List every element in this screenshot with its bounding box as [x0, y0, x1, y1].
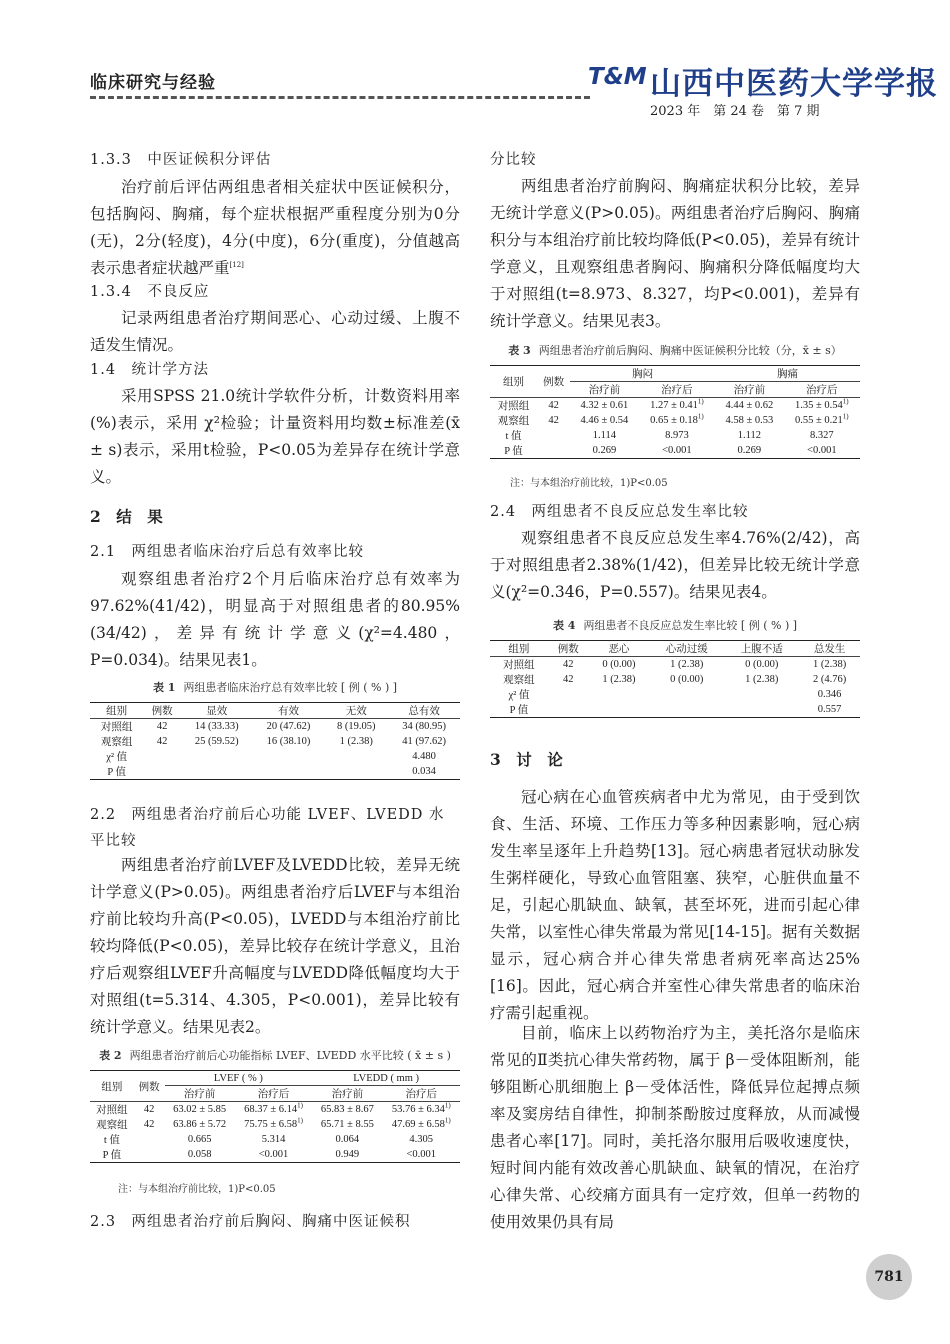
section-2-1-paragraph: 观察组患者治疗2个月后临床治疗总有效率为97.62%(41/42)，明显高于对照组患者的80.95%(34/42)，差异有统计学意义(χ²=4.480，P=0.034)。结果见表1。	[90, 570, 460, 669]
table-row	[490, 428, 860, 443]
table-cell: 8.327	[810, 430, 834, 441]
table-3-caption: 表 3 两组患者治疗前后胸闷、胸痛中医证候积分比较（分，x̄ ± s）	[508, 344, 842, 357]
table-cell: 观察组	[100, 737, 133, 748]
table-2-note: 注：与本组治疗前比较，1)P<0.05	[118, 1184, 276, 1195]
table-cell: 5.314	[261, 1134, 286, 1145]
section-2-3-title-cont: 分比较	[490, 152, 537, 168]
table-cell: 34 (80.95)	[402, 721, 446, 732]
table-cell: P 值	[107, 767, 126, 778]
table-3-header: 组别	[490, 366, 537, 398]
table-cell: <0.001	[406, 1149, 437, 1160]
table-2-header: 例数	[134, 1071, 165, 1102]
table-3-subheader: 治疗前	[715, 382, 784, 398]
table-2-subheader: 治疗后	[235, 1086, 312, 1102]
section-2-3-title: 2.3 两组患者治疗前后胸闷、胸痛中医证候积	[90, 1214, 411, 1230]
table-cell: 4.32 ± 0.61	[580, 400, 629, 411]
header-divider	[90, 96, 590, 99]
table-cell: 0 (0.00)	[745, 659, 779, 670]
table-2-caption: 表 2 两组患者治疗前后心功能指标 LVEF、LVEDD 水平比较 ( x̄ ± s )	[99, 1049, 451, 1062]
table-cell: 1 (2.38)	[745, 674, 779, 685]
table-cell: 1.114	[592, 430, 617, 441]
page-number: 781	[866, 1254, 912, 1300]
table-4-header: 组别	[490, 641, 548, 657]
table-cell: P 值	[509, 705, 529, 716]
table-2	[90, 1070, 460, 1163]
table-2-subheader: 治疗后	[382, 1086, 460, 1102]
table-cell: 63.86 ± 5.72	[173, 1119, 227, 1130]
table-cell: 0.034	[412, 766, 436, 777]
table-cell: $1.27 \pm 0.41^{1)}$	[650, 397, 704, 411]
table-row	[490, 687, 860, 702]
table-cell: 20 (47.62)	[266, 721, 311, 732]
section-2-2-paragraph: 两组患者治疗前LVEF及LVEDD比较，差异无统计学意义(P>0.05)。两组患者治疗后LVEF与本组治疗前比较均升高(P<0.05)，LVEDD与本组治疗前比较均降低(P<0.05)，差异比较存在统计学意义，且治疗后观察组LVEF升高幅度与LVEDD降低幅度均大于对照组(t=5.314、4.305，P<0.001)，差异比较有统计学意义。结果见表2。	[90, 856, 460, 1036]
table-row	[90, 1102, 460, 1118]
table-cell: 0.058	[187, 1149, 212, 1160]
section-2-3-paragraph: 两组患者治疗前胸闷、胸痛症状积分比较，差异无统计学意义(P>0.05)。两组患者治疗后胸闷、胸痛积分与本组治疗前比较均降低(P<0.05)，差异有统计学意义，且观察组患者胸闷、胸痛积分降低幅度均大于对照组(t=8.973、8.327，均P<0.001)，差异有统计学意义。结果见表3。	[490, 177, 860, 330]
table-cell: 42	[562, 659, 574, 670]
table-cell: 0 (0.00)	[670, 674, 704, 685]
table-3-header: 胸闷	[570, 366, 715, 382]
table-4	[490, 640, 860, 718]
table-1-header: 显效	[181, 703, 253, 719]
table-cell: 16 (38.10)	[266, 736, 311, 747]
table-1-header: 有效	[253, 703, 325, 719]
section-label: 临床研究与经验	[90, 73, 216, 93]
section-2-title: 2 结 果	[90, 507, 163, 526]
table-cell: 0.557	[817, 704, 842, 715]
table-3-note: 注：与本组治疗前比较，1)P<0.05	[510, 478, 668, 489]
table-2-subheader: 治疗前	[312, 1086, 382, 1102]
table-cell: 对照组	[100, 722, 133, 733]
table-row	[490, 672, 860, 687]
table-cell: $47.69 \pm 6.58^{1)}$	[391, 1116, 451, 1130]
table-4-header: 总发生	[799, 641, 860, 657]
table-cell: $75.75 \pm 6.58^{1)}$	[244, 1116, 303, 1130]
table-row	[90, 1132, 460, 1147]
table-3-subheader: 治疗前	[570, 382, 639, 398]
table-cell: 25 (59.52)	[194, 736, 239, 747]
table-cell: 41 (97.62)	[402, 736, 446, 747]
table-4-header: 例数	[548, 641, 589, 657]
table-row	[490, 413, 860, 428]
table-cell: 4.44 ± 0.62	[725, 400, 774, 411]
journal-logo: T&M	[588, 64, 647, 90]
journal-title: 山西中医药大学学报	[650, 66, 938, 102]
section-1-3-4-title: 1.3.4 不良反应	[90, 284, 210, 300]
table-cell: χ² 值	[106, 752, 128, 763]
table-1-caption: 表 1 两组患者临床治疗总有效率比较 [ 例 ( % ) ]	[152, 681, 398, 694]
table-cell: 65.71 ± 8.55	[320, 1119, 374, 1130]
table-cell: 观察组	[503, 675, 535, 686]
section-1-3-3-title: 1.3.3 中医证候积分评估	[90, 152, 272, 168]
table-row	[90, 734, 460, 749]
table-cell: 1.112	[737, 430, 761, 441]
table-cell: 4.480	[412, 751, 436, 762]
table-3-header: 例数	[537, 366, 570, 398]
table-row	[90, 1147, 460, 1163]
table-1-header: 无效	[324, 703, 388, 719]
table-cell: 1 (2.38)	[812, 659, 847, 670]
table-cell: $53.76 \pm 6.34^{1)}$	[391, 1101, 451, 1115]
table-row	[490, 657, 860, 673]
table-cell: <0.001	[662, 445, 692, 456]
table-cell: 0.665	[187, 1134, 212, 1145]
table-cell: 1 (2.38)	[339, 736, 373, 747]
table-cell: $0.55 \pm 0.21^{1)}$	[795, 412, 849, 426]
table-cell: 对照组	[497, 401, 530, 412]
table-2-subheader: 治疗前	[165, 1086, 235, 1102]
table-cell: P 值	[504, 446, 523, 457]
table-cell: 65.83 ± 8.67	[320, 1104, 374, 1115]
section-1-4-paragraph: 采用SPSS 21.0统计学软件分析，计数资料用率(%)表示，采用 χ²检验；计量资料用均数±标准差(x̄ ± s)表示，采用t检验，P<0.05为差异存在统计学意义。	[90, 387, 460, 486]
issue-info: 2023 年 第 24 卷 第 7 期	[650, 104, 820, 119]
table-cell: $1.35 \pm 0.54^{1)}$	[795, 397, 849, 411]
table-cell: 42	[143, 1119, 155, 1130]
table-cell: 对照组	[503, 660, 535, 671]
table-cell: t 值	[103, 1135, 120, 1146]
table-cell: <0.001	[258, 1149, 289, 1160]
table-cell: 42	[562, 674, 574, 685]
table-cell: 8 (19.05)	[337, 721, 376, 732]
table-2-header: LVEDD ( mm )	[312, 1071, 460, 1086]
table-row	[490, 398, 860, 414]
table-cell: 0.269	[592, 445, 617, 456]
table-1	[90, 702, 460, 780]
section-3-title: 3 讨 论	[490, 750, 563, 769]
table-1-header: 组别	[90, 703, 143, 719]
table-cell: 42	[548, 400, 559, 411]
table-4-header: 心动过缓	[649, 641, 724, 657]
table-cell: 4.305	[409, 1134, 434, 1145]
table-row	[90, 764, 460, 780]
table-cell: 1 (2.38)	[602, 674, 636, 685]
table-4-header: 上腹不适	[724, 641, 799, 657]
table-cell: 42	[143, 1104, 155, 1115]
table-cell: χ² 值	[508, 690, 530, 701]
table-cell: 观察组	[96, 1120, 128, 1131]
table-cell: $68.37 \pm 6.14^{1)}$	[244, 1101, 303, 1115]
table-cell: t 值	[505, 431, 522, 442]
table-2-header: 组别	[90, 1071, 134, 1102]
table-cell: $0.65 \pm 0.18^{1)}$	[650, 412, 704, 426]
table-row	[490, 443, 860, 459]
table-cell: <0.001	[807, 445, 837, 456]
table-1-header: 总有效	[388, 703, 460, 719]
table-2-header: LVEF ( % )	[165, 1071, 313, 1086]
table-cell: 1 (2.38)	[670, 659, 704, 670]
section-3-paragraph-1: 冠心病在心血管疾病者中尤为常见，由于受到饮食、生活、环境、工作压力等多种因素影响，冠心病发生率呈逐年上升趋势[13]。冠心病患者冠状动脉发生粥样硬化，导致心血管阻塞、狭窄，心脏供血量不足，引起心肌缺血、缺氧，甚至坏死，进而引起心律失常，以室性心律失常最为常见[14-15]。据有关数据显示，冠心病合并心律失常患者病死率高达25%[16]。因此，冠心病合并室性心律失常患者的临床治疗需引起重视。	[490, 788, 860, 1022]
table-cell: 观察组	[497, 416, 530, 427]
table-4-header: 恶心	[589, 641, 650, 657]
table-cell: 对照组	[96, 1105, 128, 1116]
table-row	[90, 749, 460, 764]
table-cell: 42	[548, 415, 559, 426]
table-cell: 2 (4.76)	[812, 674, 847, 685]
table-cell: 4.58 ± 0.53	[725, 415, 774, 426]
table-cell: 0.269	[737, 445, 762, 456]
table-cell: 0 (0.00)	[602, 659, 636, 670]
table-cell: 42	[156, 721, 168, 732]
table-cell: 14 (33.33)	[194, 721, 239, 732]
table-1-header: 例数	[143, 703, 181, 719]
table-row	[90, 719, 460, 735]
section-1-3-3-paragraph: 治疗前后评估两组患者相关症状中医证候积分，包括胸闷、胸痛，每个症状根据严重程度分别为0分(无)，2分(轻度)，4分(中度)，6分(重度)，分值越高表示患者症状越严重[12]	[90, 178, 460, 277]
table-cell: 0.346	[817, 689, 842, 700]
table-cell: 0.064	[335, 1134, 360, 1145]
table-cell: 0.949	[335, 1149, 360, 1160]
section-2-1-title: 2.1 两组患者临床治疗后总有效率比较	[90, 544, 365, 560]
table-3-subheader: 治疗后	[639, 382, 715, 398]
table-row	[490, 702, 860, 718]
section-1-3-4-paragraph: 记录两组患者治疗期间恶心、心动过缓、上腹不适发生情况。	[90, 309, 460, 354]
table-cell: 42	[156, 736, 168, 747]
table-cell: 63.02 ± 5.85	[173, 1104, 227, 1115]
section-2-4-paragraph: 观察组患者不良反应总发生率4.76%(2/42)，高于对照组患者2.38%(1/42)，但差异比较无统计学意义(χ²=0.346，P=0.557)。结果见表4。	[490, 529, 860, 601]
section-2-4-title: 2.4 两组患者不良反应总发生率比较	[490, 504, 749, 520]
section-3-paragraph-2: 目前，临床上以药物治疗为主，美托洛尔是临床常见的Ⅱ类抗心律失常药物，属于 β－受体阻断剂，能够阻断心肌细胞上 β－受体活性，降低异位起搏点频率及窦房结自律性，抑制茶酚胺过度释放，从而减慢患者心率[17]。同时，美托洛尔服用后吸收速度快，短时间内能有效改善心肌缺血、缺氧的情况，在治疗心律失常、心绞痛方面具有一定疗效，但单一药物的使用效果仍具有局	[490, 1024, 860, 1231]
section-1-4-title: 1.4 统计学方法	[90, 362, 210, 378]
table-cell: P 值	[102, 1150, 122, 1161]
table-4-caption: 表 4 两组患者不良反应总发生率比较 [ 例 ( % ) ]	[552, 619, 798, 632]
table-3	[490, 365, 860, 459]
table-3-subheader: 治疗后	[784, 382, 860, 398]
table-3-header: 胸痛	[715, 366, 860, 382]
table-row	[90, 1117, 460, 1132]
section-2-2-title: 2.2 两组患者治疗前后心功能 LVEF、LVEDD 水平比较	[90, 807, 445, 849]
table-cell: 8.973	[665, 430, 689, 441]
table-cell: 4.46 ± 0.54	[580, 415, 629, 426]
